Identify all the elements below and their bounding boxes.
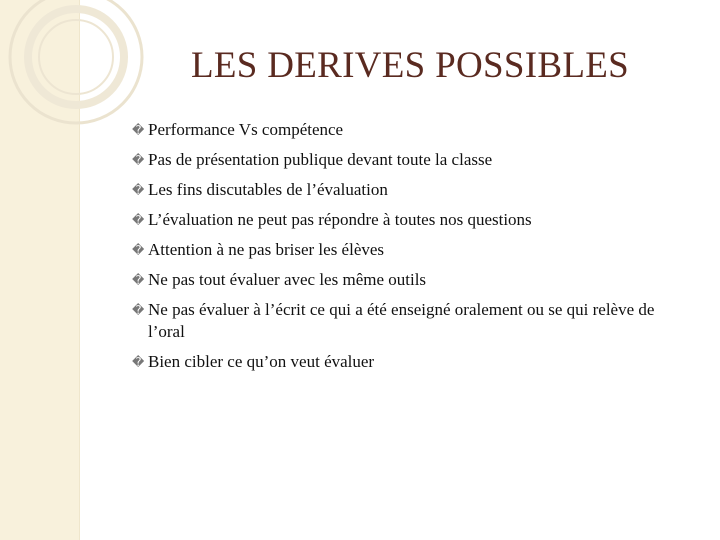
bullet-text: Attention à ne pas briser les élèves — [148, 240, 385, 259]
bullet-marker-icon: � — [132, 243, 145, 257]
bullet-marker-icon: � — [132, 153, 145, 167]
bullet-item — [132, 119, 692, 141]
bullet-item — [132, 149, 692, 171]
bullet-text: Pas de présentation publique devant toute la classe — [148, 150, 493, 169]
bullet-text: Ne pas tout évaluer avec les même outils — [148, 270, 427, 289]
bullet-marker-icon: � — [132, 123, 145, 137]
bullet-marker-icon: � — [132, 273, 145, 287]
bullet-item — [132, 299, 692, 343]
bullet-item — [132, 209, 692, 231]
bullet-marker-icon: � — [132, 303, 145, 317]
bullet-text: L’évaluation ne peut pas répondre à toutes nos questions — [148, 210, 532, 229]
bullet-list — [132, 119, 692, 381]
bullet-text: Ne pas évaluer à l’écrit ce qui a été enseigné oralement ou se qui relève de l’oral — [148, 300, 655, 341]
bullet-text: Performance Vs compétence — [148, 120, 344, 139]
bullet-item — [132, 351, 692, 373]
bullet-marker-icon: � — [132, 183, 145, 197]
bullet-text: Bien cibler ce qu’on veut évaluer — [148, 352, 375, 371]
bullet-text: Les fins discutables de l’évaluation — [148, 180, 388, 199]
bullet-item — [132, 269, 692, 291]
bullet-marker-icon: � — [132, 213, 145, 227]
bullet-marker-icon: � — [132, 355, 145, 369]
bullet-item — [132, 239, 692, 261]
bullet-item — [132, 179, 692, 201]
slide-title: LES DERIVES POSSIBLES — [190, 45, 630, 86]
